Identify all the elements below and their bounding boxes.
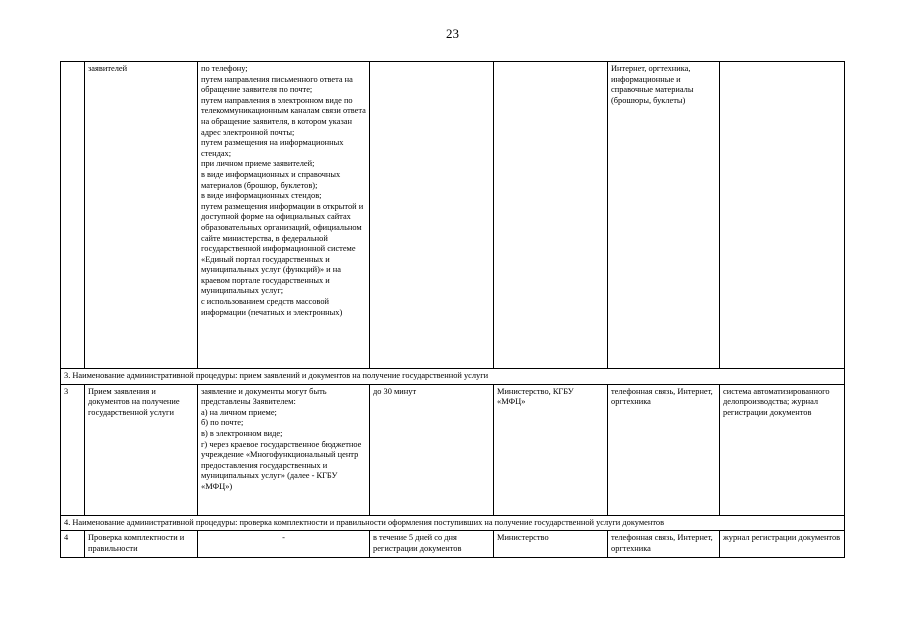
page-number: 23 [446, 26, 459, 41]
table-row [61, 384, 845, 515]
cell-responsible: Министерство [494, 531, 608, 558]
table-row [61, 62, 845, 369]
cell-documents [720, 62, 845, 369]
cell-procedure-name: Прием заявления и документов на получение государственной услуги [85, 384, 198, 515]
cell-procedure-content: - [198, 531, 370, 558]
cell-duration: до 30 минут [370, 384, 494, 515]
table-row [61, 531, 845, 558]
cell-number: 3 [61, 384, 85, 515]
section-4-title: 4. Наименование административной процедуры: проверка комплектности и правильности оформления поступивших на получение государственной услуги документов [61, 515, 845, 531]
cell-duration: в течение 5 дней со дня регистрации документов [370, 531, 494, 558]
cell-documents: журнал регистрации документов [720, 531, 845, 558]
cell-responsible: Министерство, КГБУ «МФЦ» [494, 384, 608, 515]
cell-resources: Интернет, оргтехника, информационные и справочные материалы (брошюры, буклеты) [608, 62, 720, 369]
section-3-title: 3. Наименование административной процедуры: прием заявлений и документов на получение государственной услуги [61, 369, 845, 385]
cell-resources: телефонная связь, Интернет, оргтехника [608, 531, 720, 558]
section-row [61, 369, 845, 385]
cell-documents: система автоматизированного делопроизводства; журнал регистрации документов [720, 384, 845, 515]
cell-duration [370, 62, 494, 369]
cell-procedure-content: заявление и документы могут быть представлены Заявителем: а) на личном приеме; б) по почте; в) в электронном виде; г) через краевое государственное бюджетное учреждение «Многофункциональный центр предоставления государственных и муниципальных услуг» (далее - КГБУ «МФЦ») [198, 384, 370, 515]
cell-procedure-name: заявителей [85, 62, 198, 369]
cell-resources: телефонная связь, Интернет, оргтехника [608, 384, 720, 515]
section-row [61, 515, 845, 531]
procedures-table [60, 61, 845, 558]
cell-number [61, 62, 85, 369]
cell-responsible [494, 62, 608, 369]
cell-number: 4 [61, 531, 85, 558]
cell-procedure-name: Проверка комплектности и правильности [85, 531, 198, 558]
cell-procedure-content: по телефону; путем направления письменного ответа на обращение заявителя по почте; путем направления в электронном виде по телекоммуникационным каналам связи ответа на обращение заявителя, в котором указан адрес электронной почты; путем размещения на информационных стендах; при личном приеме заявителей; в виде информационных и справочных материалов (брошюр, буклетов); в виде информационных стендов; путем размещения информации в открытой и доступной форме на официальных сайтах образовательных организаций, официальном сайте министерства, в федеральной государственной информационной системе «Единый портал государственных и муниципальных услуг (функций)» и на краевом портале государственных и муниципальных услуг; с использованием средств массовой информации (печатных и электронных) [198, 62, 370, 369]
